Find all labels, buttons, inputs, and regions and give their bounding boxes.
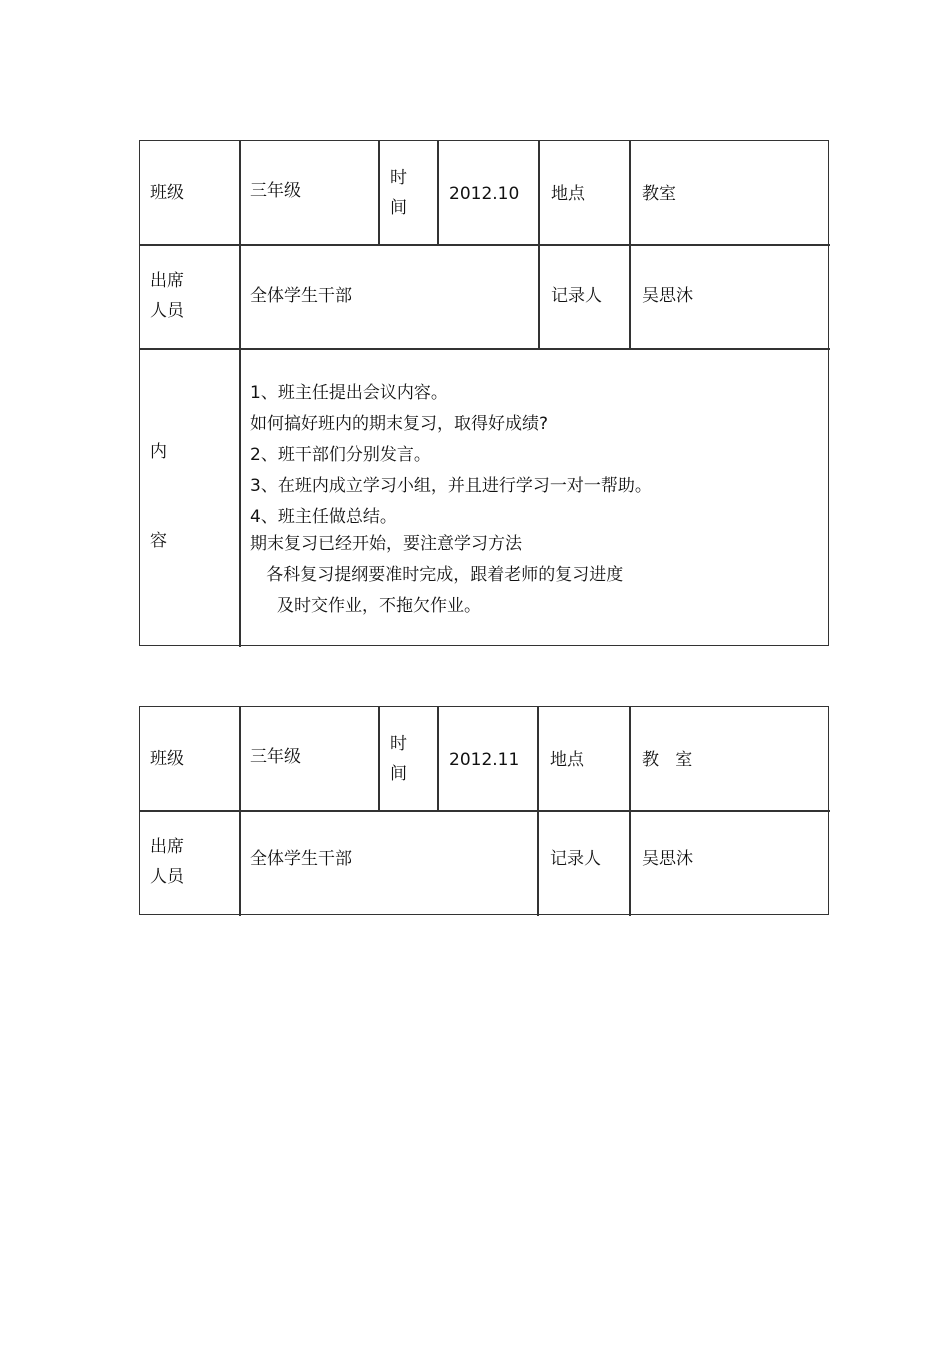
meeting-record-form-2	[139, 706, 829, 915]
content-line: 及时交作业，不拖欠作业。	[250, 596, 482, 616]
place-label: 地点	[551, 184, 585, 204]
recorder-label: 记录人	[550, 849, 601, 869]
content-line: 2、班干部们分别发言。	[250, 445, 431, 465]
col-divider	[437, 707, 439, 810]
attendees-label	[150, 244, 184, 348]
time-label	[390, 707, 407, 810]
col-divider	[537, 707, 539, 916]
col-divider	[239, 707, 241, 916]
content-line: 各科复习提纲要准时完成，跟着老师的复习进度	[250, 565, 624, 585]
time-label-line-1: 时	[390, 167, 407, 188]
attendees-label-line-1: 出席	[150, 271, 184, 291]
col-divider	[538, 141, 540, 348]
attendees-label	[150, 810, 184, 914]
col-divider	[378, 141, 380, 244]
attendees-value: 全体学生干部	[250, 849, 352, 869]
content-body	[140, 348, 830, 646]
col-divider	[437, 141, 439, 244]
place-value: 教 室	[642, 750, 693, 770]
recorder-label: 记录人	[551, 286, 602, 306]
content-line: 4、班主任做总结。	[250, 507, 397, 527]
class-label: 班级	[150, 748, 184, 769]
col-divider	[378, 707, 380, 810]
content-line: 如何搞好班内的期末复习，取得好成绩?	[250, 414, 549, 434]
attendees-label-line-2: 人员	[150, 867, 184, 887]
content-line: 3、在班内成立学习小组，并且进行学习一对一帮助。	[250, 476, 652, 496]
class-value: 三年级	[250, 747, 301, 767]
time-label-line-2: 间	[390, 197, 407, 218]
class-label: 班级	[150, 182, 184, 203]
time-label-line-2: 间	[390, 763, 407, 784]
attendees-value: 全体学生干部	[250, 286, 352, 306]
class-value: 三年级	[250, 181, 301, 201]
recorder-value: 吴思沐	[642, 849, 693, 869]
meeting-record-form-1	[139, 140, 829, 646]
col-divider	[629, 141, 631, 348]
attendees-label-line-2: 人员	[150, 301, 184, 321]
recorder-value: 吴思沐	[642, 286, 693, 306]
time-label-line-1: 时	[390, 733, 407, 754]
content-label-line-1: 内	[150, 442, 167, 462]
col-divider	[629, 707, 631, 916]
attendees-label-line-1: 出席	[150, 837, 184, 857]
content-line: 1、班主任提出会议内容。	[250, 383, 448, 403]
place-value: 教室	[642, 184, 676, 204]
time-value: 2012.11	[449, 750, 520, 770]
content-label-line-2: 容	[150, 531, 167, 551]
content-line: 期末复习已经开始，要注意学习方法	[250, 534, 522, 554]
time-value: 2012.10	[449, 184, 520, 204]
time-label	[390, 141, 407, 244]
place-label: 地点	[550, 750, 584, 770]
